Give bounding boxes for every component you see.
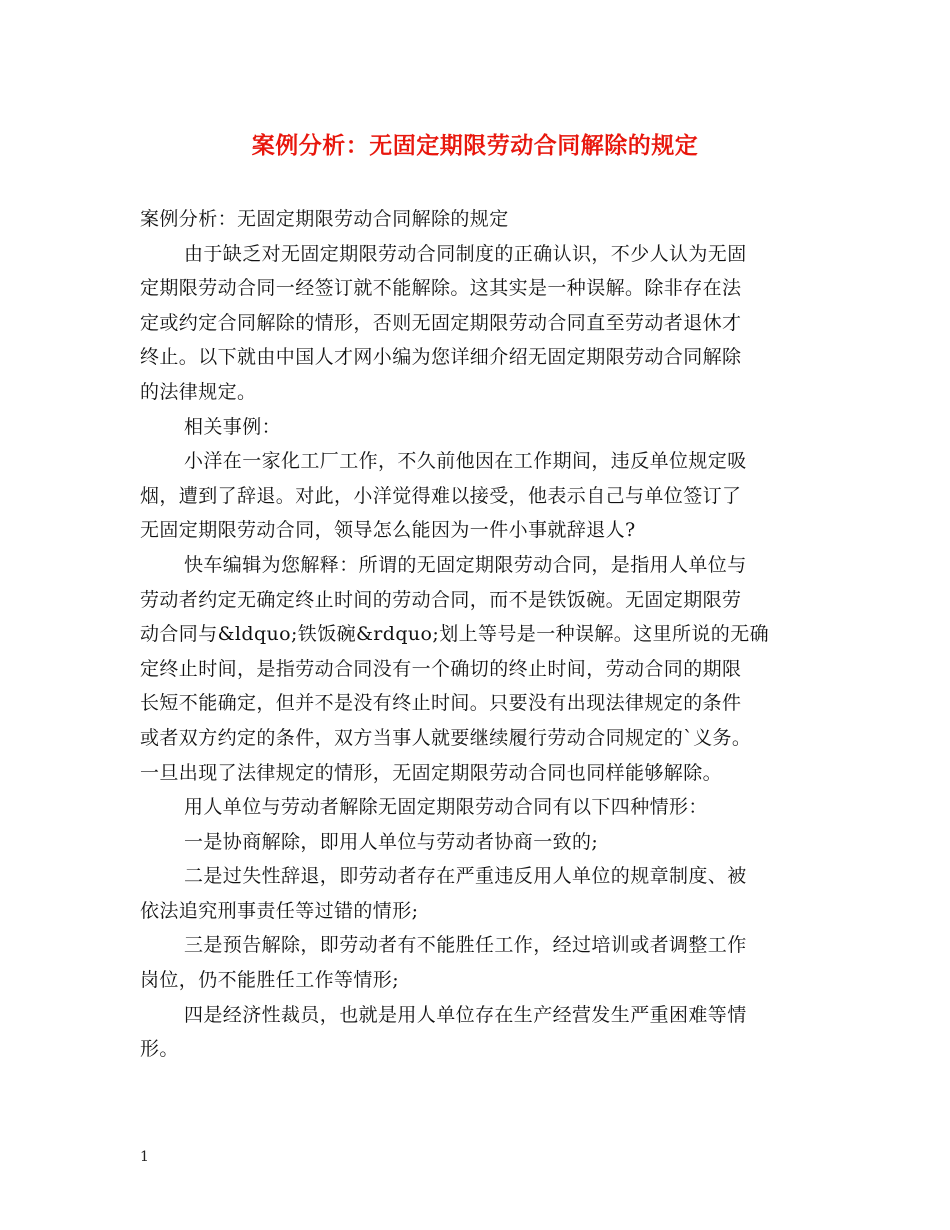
body-line: 三是预告解除，即劳动者有不能胜任工作，经过培训或者调整工作 (184, 934, 747, 957)
body-line: 四是经济性裁员，也就是用人单位存在生产经营发生严重困难等情 (184, 1003, 747, 1026)
document-title: 案例分析：无固定期限劳动合同解除的规定 (251, 132, 699, 159)
body-line: 小洋在一家化工厂工作，不久前他因在工作期间，违反单位规定吸 (184, 450, 747, 473)
body-line: 案例分析：无固定期限劳动合同解除的规定 (140, 208, 509, 230)
body-line: 烟，遭到了辞退。对此，小洋觉得难以接受，他表示自己与单位签订了 (140, 484, 742, 507)
body-line: 用人单位与劳动者解除无固定期限劳动合同有以下四种情形： (184, 796, 708, 819)
body-line: 的法律规定。 (140, 380, 257, 403)
body-line: 形。 (140, 1038, 179, 1061)
body-line: 动合同与&ldquo;铁饭碗&rdquo;划上等号是一种误解。这里所说的无确 (140, 623, 769, 646)
body-line: 或者双方约定的条件，双方当事人就要继续履行劳动合同规定的`义务。 (140, 726, 752, 749)
body-line: 快车编辑为您解释：所谓的无固定期限劳动合同，是指用人单位与 (184, 553, 747, 576)
body-line: 定期限劳动合同一经签订就不能解除。这其实是一种误解。除非存在法 (140, 277, 742, 300)
page-number: 1 (140, 1149, 149, 1165)
body-line: 依法追究刑事责任等过错的情形; (140, 899, 419, 922)
document-body (140, 202, 830, 1067)
body-line: 一是协商解除，即用人单位与劳动者协商一致的; (184, 830, 599, 853)
body-line: 长短不能确定，但并不是没有终止时间。只要没有出现法律规定的条件 (140, 692, 742, 715)
body-line: 二是过失性辞退，即劳动者存在严重违反用人单位的规章制度、被 (184, 865, 747, 888)
body-line: 劳动者约定无确定终止时间的劳动合同，而不是铁饭碗。无固定期限劳 (140, 588, 742, 611)
body-line: 定或约定合同解除的情形，否则无固定期限劳动合同直至劳动者退休才 (140, 311, 742, 334)
body-line: 无固定期限劳动合同，领导怎么能因为一件小事就辞退人? (140, 519, 636, 542)
body-line: 终止。以下就由中国人才网小编为您详细介绍无固定期限劳动合同解除 (140, 346, 742, 369)
body-line: 相关事例： (184, 415, 282, 438)
body-line: 定终止时间，是指劳动合同没有一个确切的终止时间，劳动合同的期限 (140, 657, 742, 680)
body-line: 由于缺乏对无固定期限劳动合同制度的正确认识，不少人认为无固 (184, 242, 747, 265)
body-line: 岗位，仍不能胜任工作等情形; (140, 969, 400, 992)
body-line: 一旦出现了法律规定的情形，无固定期限劳动合同也同样能够解除。 (140, 761, 723, 784)
